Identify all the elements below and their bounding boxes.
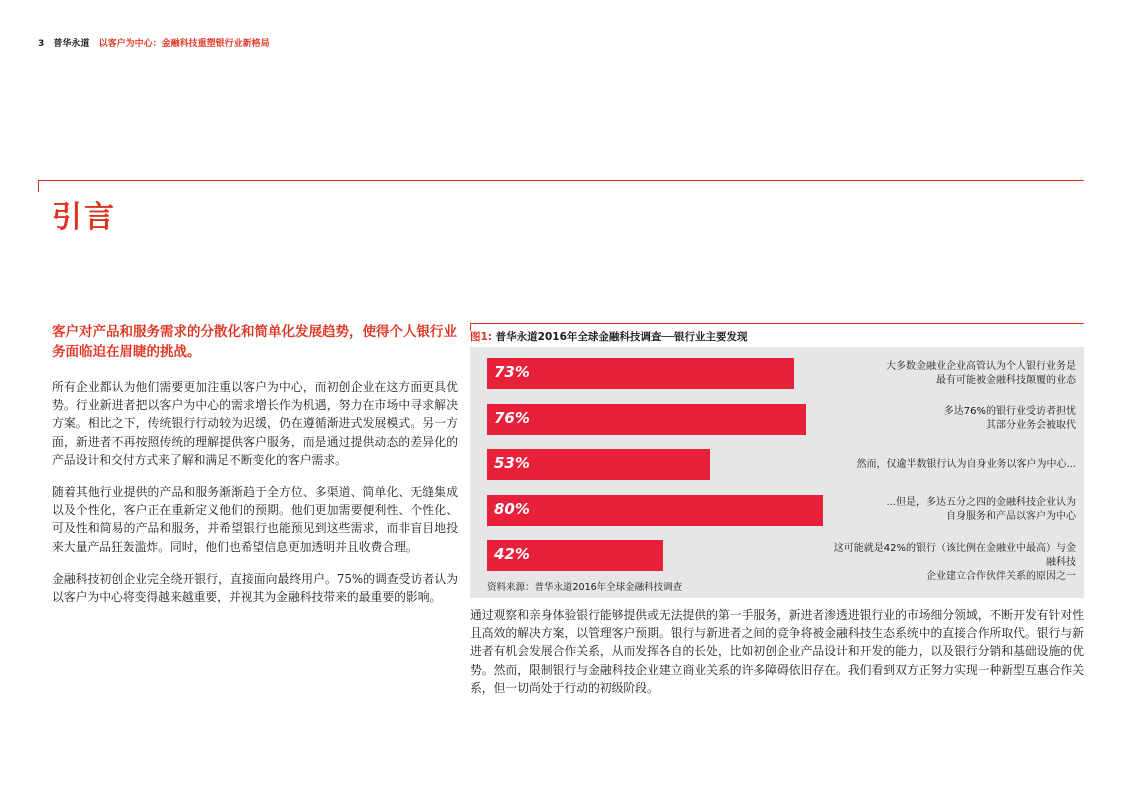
finding-line: 最有可能被金融科技颠覆的业态 xyxy=(936,374,1076,386)
body-paragraph: 所有企业都认为他们需要更加注重以客户为中心，而初创企业在这方面更具优势。行业新进者把以客户为中心的需求增长作为机遇，努力在市场中寻求解决方案。相比之下，传统银行行动较为迟缓，仍在遵循渐进式发展模式。另一方面，新进者不再按照传统的理解提供客户服务，而是通过提供动态的差异化的产品设计和交付方式来了解和满足不断变化的客户需求。 xyxy=(52,380,458,467)
finding-line: 这可能就是42%的银行（该比例在金融业中最高）与金融科技 xyxy=(833,542,1076,568)
finding-text xyxy=(826,542,1076,584)
left-column xyxy=(52,322,458,620)
finding-line: 自身服务和产品以客户为中心 xyxy=(946,511,1076,522)
finding-text xyxy=(826,405,1076,433)
finding-text xyxy=(826,496,1076,524)
finding-line: 多达76%的银行业受访者担忧 xyxy=(943,406,1076,417)
figure-source: 资料来源：普华永道2016年全球金融科技调查 xyxy=(487,582,683,593)
section-rule xyxy=(38,180,1084,181)
figure-title xyxy=(470,329,748,344)
bar-value-label: 53% xyxy=(494,454,530,472)
finding-line: 其部分业务会被取代 xyxy=(986,420,1076,431)
figure-label: 图1: xyxy=(470,331,493,343)
finding-text xyxy=(826,458,1076,472)
bar-4 xyxy=(487,495,823,526)
report-title: 以客户为中心：金融科技重塑银行业新格局 xyxy=(98,39,270,49)
bar-value-label: 76% xyxy=(494,408,530,427)
figure-rule xyxy=(470,323,1084,324)
bar-value-label: 42% xyxy=(494,545,530,563)
finding-text xyxy=(826,360,1076,388)
body-paragraph: 金融科技初创企业完全绕开银行，直接面向最终用户。75%的调查受访者认为以客户为中心将变得越来越重要，并视其为金融科技带来的最重要的影响。 xyxy=(52,571,458,605)
bar-3 xyxy=(487,449,710,480)
page-number: 3 xyxy=(38,39,45,49)
bar-value-label: 80% xyxy=(494,499,530,518)
brand-name: 普华永道 xyxy=(53,39,90,49)
body-paragraph: 随着其他行业提供的产品和服务渐渐趋于全方位、多渠道、简单化、无缝集成以及个性化，客户正在重新定义他们的预期。他们更加需要便利性、个性化、可及性和简易的产品和服务，并希望银行也能预见到这些需求，而非盲目地投来大量产品狂轰滥炸。同时，他们也希望信息更加透明并且收费合理。 xyxy=(52,485,458,554)
lead-paragraph: 客户对产品和服务需求的分散化和简单化发展趋势，使得个人银行业务面临迫在眉睫的挑战。 xyxy=(52,324,457,360)
bar-1 xyxy=(487,358,794,389)
section-rule-tick xyxy=(38,180,39,192)
bar-2 xyxy=(487,404,806,435)
figure-title-text: 普华永道2016年全球金融科技调查──银行业主要发现 xyxy=(495,331,748,343)
right-column-text xyxy=(470,606,1084,697)
finding-line: 企业建立合作伙伴关系的原因之一 xyxy=(926,570,1076,582)
bar-chart-panel xyxy=(470,347,1084,598)
finding-line: ...但是，多达五分之四的金融科技企业认为 xyxy=(886,497,1076,508)
finding-line: 大多数金融业企业高管认为个人银行业务是 xyxy=(886,360,1076,372)
body-paragraph: 通过观察和亲身体验银行能够提供或无法提供的第一手服务，新进者渗透进银行业的市场细分领域，不断开发有针对性且高效的解决方案，以管理客户预期。银行与新进者之间的竞争将被金融科技生态系统中的直接合作所取代。银行与新进者有机会发展合作关系，从而发挥各自的长处，比如初创企业产品设计和开发的能力，以及银行分销和基础设施的优势。然而，限制银行与金融科技企业建立商业关系的许多障碍依旧存在。我们看到双方正努力实现一种新型互惠合作关系，但一切尚处于行动的初级阶段。 xyxy=(470,608,1084,695)
finding-line: 然而，仅逾半数银行认为自身业务以客户为中心... xyxy=(856,458,1076,470)
bar-5 xyxy=(487,540,663,571)
section-title: 引言 xyxy=(52,200,116,235)
page-header xyxy=(38,36,270,49)
bar-value-label: 73% xyxy=(494,363,530,381)
